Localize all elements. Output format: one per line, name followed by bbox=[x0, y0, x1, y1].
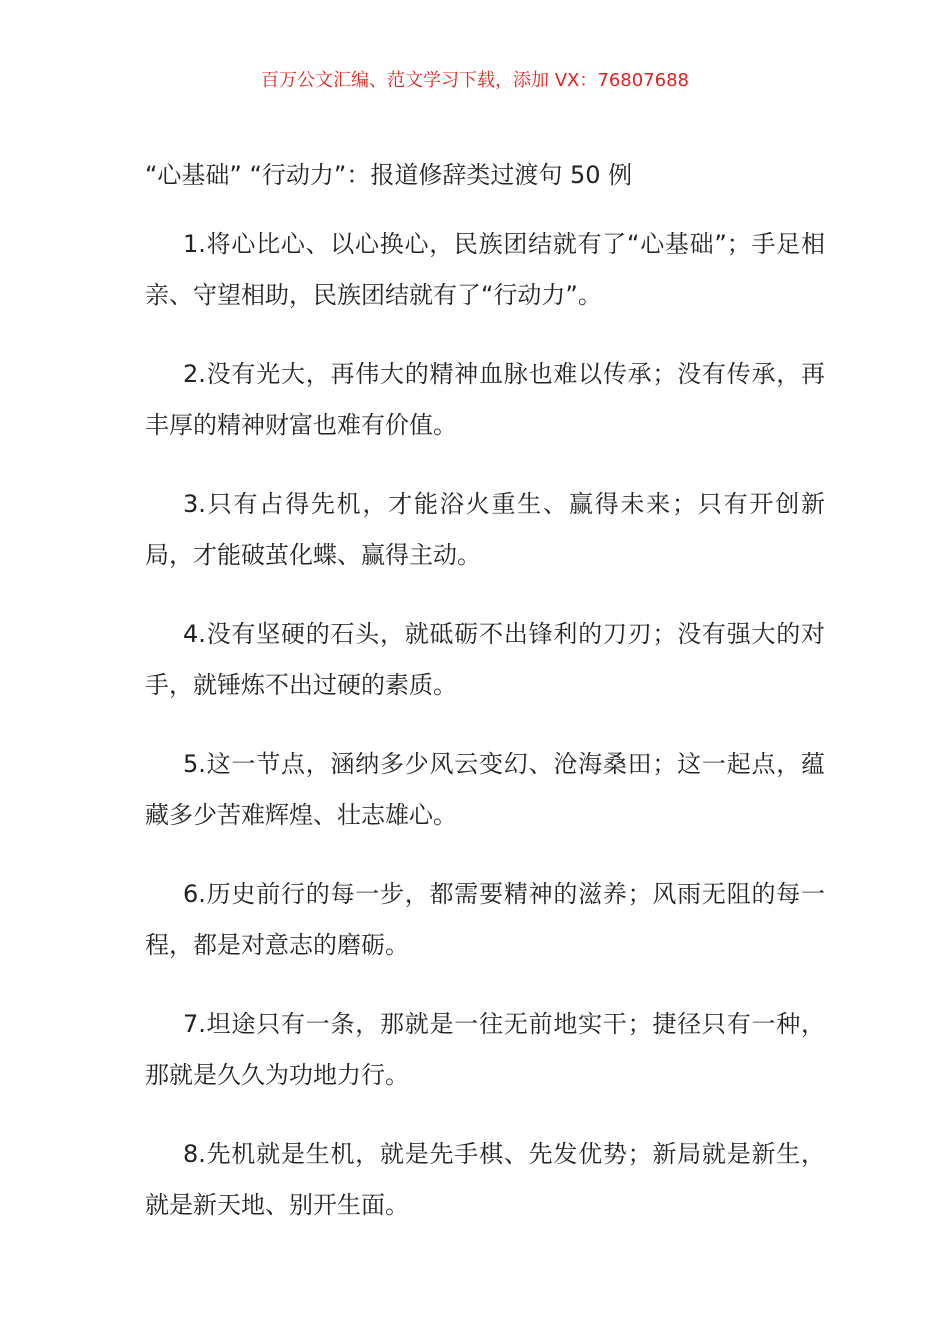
paragraph: 4.没有坚硬的石头，就砥砺不出锋利的刀刃；没有强大的对手，就锤炼不出过硬的素质。 bbox=[145, 620, 825, 699]
document-title: “心基础” “行动力”：报道修辞类过渡句 50 例 bbox=[145, 161, 633, 189]
paragraph: 2.没有光大，再伟大的精神血脉也难以传承；没有传承，再丰厚的精神财富也难有价值。 bbox=[145, 360, 825, 439]
paragraph: 1.将心比心、以心换心，民族团结就有了“心基础”；手足相亲、守望相助，民族团结就有了“行动力”。 bbox=[145, 230, 825, 309]
paragraph: 3.只有占得先机，才能浴火重生、赢得未来；只有开创新局，才能破茧化蝶、赢得主动。 bbox=[145, 490, 825, 569]
document-body bbox=[145, 219, 825, 1259]
paragraph: 7.坦途只有一条，那就是一往无前地实干；捷径只有一种，那就是久久为功地力行。 bbox=[145, 1010, 825, 1089]
paragraph: 5.这一节点，涵纳多少风云变幻、沧海桑田；这一起点，蕴藏多少苦难辉煌、壮志雄心。 bbox=[145, 750, 825, 829]
paragraph: 8.先机就是生机，就是先手棋、先发优势；新局就是新生，就是新天地、别开生面。 bbox=[145, 1140, 825, 1219]
paragraph: 6.历史前行的每一步，都需要精神的滋养；风雨无阻的每一程，都是对意志的磨砺。 bbox=[145, 880, 825, 959]
header-banner: 百万公文汇编、范文学习下载，添加 VX：76807688 bbox=[261, 70, 689, 91]
